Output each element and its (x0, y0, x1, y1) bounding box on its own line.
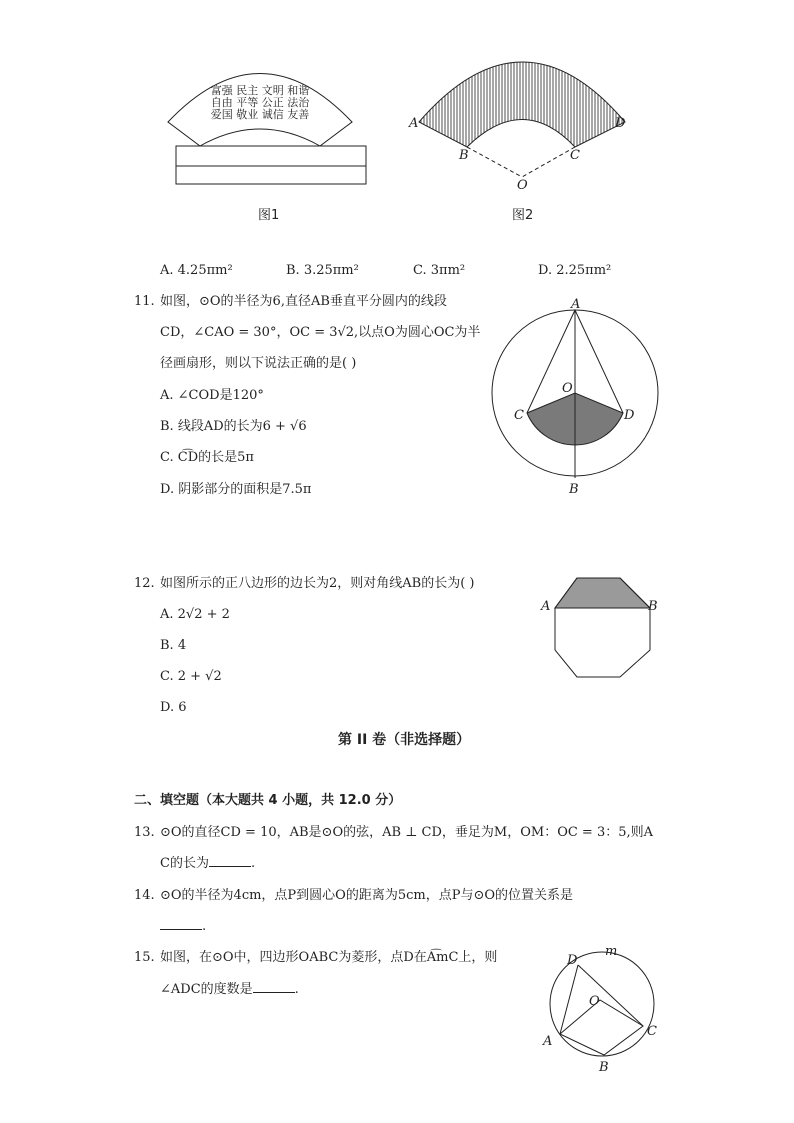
q11-label-A: A (571, 297, 581, 312)
q15-figure (535, 942, 665, 1077)
figure-1 (160, 60, 380, 190)
q12-octagon-figure (535, 570, 670, 685)
q11-number: 11. (134, 294, 155, 309)
q15-segment-da (560, 965, 578, 1034)
q15-label-C: C (647, 1024, 657, 1039)
q13-answer-blank[interactable] (209, 866, 251, 867)
part-2-title: 第 II 卷（非选择题） (338, 732, 471, 748)
dashed-oc (522, 147, 575, 177)
label-O: O (517, 178, 528, 193)
fan-line-3: 爱国 敬业 诚信 友善 (210, 108, 310, 121)
q12-stem: 如图所示的正八边形的边长为2，则对角线AB的长为( ) (160, 576, 475, 591)
q12-option-b: B. 4 (160, 638, 187, 653)
q15-label-B: B (599, 1060, 609, 1075)
figure-2 (405, 52, 640, 197)
q15-circle (550, 952, 654, 1056)
q15-answer-blank[interactable] (253, 992, 295, 993)
label-A: A (409, 116, 419, 131)
q15-label-A: A (543, 1034, 553, 1049)
q15-number: 15. (134, 950, 155, 965)
q12-shaded-trapezoid (555, 578, 650, 608)
q12-label-B: B (648, 599, 658, 614)
q13-number: 13. (134, 825, 155, 840)
q13-line-2-text: C的长为 (160, 856, 209, 871)
q14-line-1: ⊙O的半径为4cm，点P到圆心O的距离为5cm，点P与⊙O的位置关系是 (160, 888, 574, 903)
q12-number: 12. (134, 576, 155, 591)
q10-option-c: C. 3πm² (413, 263, 466, 278)
dashed-ob (467, 147, 522, 177)
q11-label-O: O (562, 381, 573, 396)
shaded-ring-region (419, 62, 625, 147)
q10-option-a: A. 4.25πm² (160, 263, 233, 278)
q11-option-d: D. 阴影部分的面积是7.5π (160, 482, 312, 497)
q11-label-C: C (514, 408, 524, 423)
q11-line-3: 径画扇形，则以下说法正确的是( ) (160, 356, 357, 371)
stand-top (176, 146, 366, 166)
label-C: C (570, 148, 580, 163)
q12-option-d: D. 6 (160, 700, 187, 715)
q13-line-2-end: . (250, 856, 256, 871)
q10-option-d: D. 2.25πm² (538, 263, 612, 278)
q10-option-b: B. 3.25πm² (286, 263, 359, 278)
q14-answer-blank[interactable] (160, 929, 202, 930)
q11-line-1: 如图，⊙O的半径为6,直径AB垂直平分圆内的线段 (160, 294, 447, 309)
q11-option-c: C. C͡D的长是5π (160, 450, 254, 465)
q12-option-c: C. 2 + √2 (160, 669, 222, 684)
q15-label-m: m (605, 944, 618, 959)
q11-label-D: D (624, 408, 635, 423)
q11-option-a: A. ∠COD是120° (160, 388, 264, 403)
q11-label-B: B (569, 482, 579, 497)
fan-line-1: 富强 民主 文明 和谐 (210, 84, 310, 97)
q12-option-a: A. 2√2 + 2 (160, 607, 230, 622)
q15-label-D: D (567, 953, 578, 968)
q11-figure (480, 290, 670, 500)
q15-line-1: 如图，在⊙O中，四边形OABC为菱形，点D在A͡mC上，则 (160, 950, 498, 965)
q13-line-2 (160, 857, 255, 870)
q14-line-2 (160, 920, 206, 933)
q14-number: 14. (134, 888, 155, 903)
label-D: D (615, 116, 626, 131)
figure-1-caption: 图1 (258, 208, 280, 223)
figure-2-caption: 图2 (512, 208, 534, 223)
q11-option-b: B. 线段AD的长为6 + √6 (160, 419, 307, 434)
q15-line-2-text: ∠ADC的度数是 (160, 982, 253, 997)
q15-line-2 (160, 983, 299, 996)
stand-bottom (176, 166, 366, 184)
q13-line-1: ⊙O的直径CD = 10，AB是⊙O的弦，AB ⊥ CD，垂足为M，OM：OC = 3：5,则A (160, 825, 654, 840)
section-2-heading: 二、填空题（本大题共 4 小题，共 12.0 分） (134, 793, 402, 808)
fan-line-2: 自由 平等 公正 法治 (210, 96, 310, 109)
label-B: B (459, 148, 469, 163)
q12-label-A: A (541, 599, 551, 614)
q15-segment-dc (578, 965, 643, 1026)
q11-line-2: CD，∠CAO = 30°，OC = 3√2,以点O为圆心OC为半 (160, 325, 481, 340)
q14-line-2-end: . (202, 919, 207, 934)
q15-line-2-end: . (294, 982, 299, 997)
q15-label-O: O (589, 994, 600, 1009)
